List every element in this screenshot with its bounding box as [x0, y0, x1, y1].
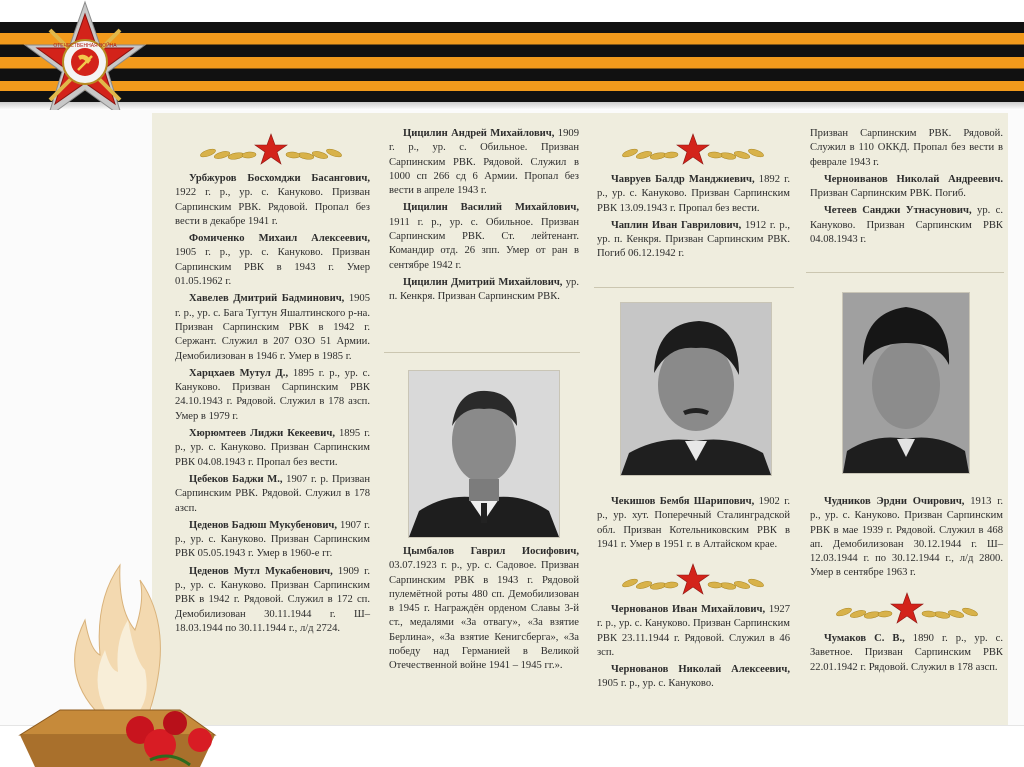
- bio-entry-name: Цымбалов Гаврил Иосифович,: [403, 546, 579, 557]
- bio-entry-name: Цицилин Василий Михайлович,: [403, 202, 579, 214]
- bio-entry-text: 1927 г. р., ур. с. Кануково. Призван Сарпинским РВК 23.11.1944 г. Рядовой. Служил в 46 зсп.: [597, 604, 791, 658]
- bio-entry-text: 1895 г. р., ур. с. Кануково. Призван Сарпинским РВК 04.08.1943 г. Пропал без вести.: [175, 428, 370, 468]
- bio-entry-name: Хавелев Дмитрий Бадминович,: [189, 293, 345, 305]
- bio-entry-text: 1895 г. р., ур. с. Кануково. Призван Сарпинским РВК 24.10.1943 г. Рядовой. Служил в 178 азсп. Умер в 1979 г.: [175, 367, 370, 422]
- bio-entry-name: Цеденов Бадюш Мукубенович,: [189, 519, 338, 531]
- bio-entry: [597, 495, 790, 552]
- text-column-2: [389, 127, 579, 308]
- bio-entry-text: 1909 г. р., ур. с. Кануково. Призван Сарпинским РВК в 1942 г. Рядовой. Служил в 172 сп. Демобилизован 30.11.1944 г. Ш–18.03.1944 по 30.11.1944 г., л/д 2724.: [175, 565, 370, 634]
- bio-entry: [175, 292, 370, 363]
- bio-entry: [597, 173, 790, 216]
- bio-entry-name: Хюрюмтеев Лиджи Кекеевич,: [189, 428, 335, 440]
- bio-entry-name: Черноиванов Николай Андреевич.: [824, 173, 1003, 185]
- text-column-4-middle: [810, 495, 1003, 584]
- separator: [594, 287, 794, 288]
- ribbon-shadow: [0, 102, 1024, 110]
- bio-entry-text: 1913 г. р., ур. с. Кануково. Призван Сарпинским РВК в мае 1939 г. Рядовой. Служил в 468 ап. Демобилизован 30.12.1944 г. Ш–12.03.1944 г. по 30.12.1944 г., л/д 2800. Умер в сентябре 1963 г.: [810, 496, 1003, 579]
- text-column-1: [175, 172, 370, 639]
- bio-entry-name: Чудников Эрдни Очирович,: [824, 496, 965, 507]
- bio-entry-text: 1905 г. р., ур. с. Бага Тугтун Яшалтинского р-на. Призван Сарпинским РВК в 1942 г. Сержант. Служил в 207 ОЗО 51 Армии. Демобилизован в 1946 г. Умер в 1985 г.: [175, 293, 371, 362]
- bio-entry: [597, 663, 790, 692]
- bio-entry-text: Призван Сарпинским РВК. Рядовой. Служил в 110 ОККД. Пропал без вести в феврале 1943 г.: [810, 128, 1003, 168]
- bio-entry-text: 03.07.1923 г. р., ур. с. Садовое. Призван Сарпинским РВК в 1943 г. Рядовой пулемётной роты 480 сп. Демобилизован в 1945 г. Награждён орденом Славы 3-й ст., медалями «За отвагу», «За взятие Берлина», «За взятие Кенигсберга», «За победу над Германией в Великой Отечественной войне 1941 – 1945 гг.».: [389, 560, 579, 672]
- bio-entry-name: Харцхаев Мутул Д.,: [189, 367, 289, 379]
- bio-entry-text: 1911 г. р., ур. с. Обильное. Призван Сарпинским РВК. Ст. лейтенант. Командир отд. 26 зпп. Умер от ран в сентябре 1942 г.: [389, 216, 579, 271]
- bio-entry: [597, 219, 790, 262]
- text-column-2-lower: [389, 545, 579, 677]
- star-laurel-ornament-icon: [196, 133, 346, 167]
- bio-entry-text: 1912 г. р., ур. п. Кенкря. Призван Сарпинским РВК. Погиб 06.12.1942 г.: [597, 219, 790, 260]
- bio-entry: [810, 127, 1003, 170]
- bio-entry: [597, 603, 790, 660]
- bio-entry-text: 1905 г. р., ур. с. Кануково. Призван Сарпинским РВК в 1943 г. Умер 01.05.1962 г.: [175, 247, 370, 288]
- bio-entry-name: Цицилин Андрей Михайлович,: [403, 128, 555, 139]
- bio-entry-name: Цицилин Дмитрий Михайлович,: [403, 276, 563, 288]
- bio-entry-text: 1902 г. р., ур. хут. Поперечный Сталинградской обл. Призван Котельниковским РВК в 1941 г. Умер в 1951 г. в Алтайском крае.: [597, 496, 790, 550]
- separator: [384, 352, 580, 353]
- bio-entry-name: Чернованов Иван Михайлович,: [611, 604, 766, 615]
- bio-entry: [389, 276, 579, 305]
- bio-entry-text: 1909 г. р., ур. с. Обильное. Призван Сарпинским РВК. Рядовой. Служил в 1000 сп 266 сд 6 Армии. Пропал без вести в апреле 1943 г.: [389, 128, 579, 197]
- star-laurel-ornament-icon: [618, 563, 768, 597]
- star-laurel-ornament-icon: [618, 133, 768, 167]
- bio-entry: [175, 565, 370, 636]
- st-george-ribbon: [0, 22, 1024, 102]
- bio-entry: [175, 367, 370, 424]
- text-column-3-middle: [597, 495, 790, 555]
- bio-entry-name: Урбжуров Босхомджи Басангович,: [189, 173, 370, 184]
- bio-entry: [175, 519, 370, 562]
- bio-entry-text: 1890 г. р., ур. с. Заветное. Призван Сарпинским РВК 22.01.1942 г. Рядовой. Служил в 178 азсп.: [810, 633, 1003, 673]
- bio-entry: [389, 545, 579, 674]
- bio-entry-name: Чекишов Бембя Шарипович,: [611, 496, 755, 507]
- portrait-photo-chekishov: [620, 302, 772, 476]
- bio-entry-name: Чернованов Николай Алексеевич,: [611, 664, 790, 676]
- bio-entry: [810, 632, 1003, 675]
- bio-entry-name: Чаплин Иван Гаврилович,: [611, 219, 742, 231]
- portrait-photo-tsymbalov: [408, 370, 560, 538]
- bio-entry-text: 1907 г. р., ур. с. Кануково. Призван Сарпинским РВК 05.05.1943 г. Умер в 1960-е гг.: [175, 519, 370, 560]
- text-column-3-lower: [597, 603, 790, 695]
- bio-entry-name: Чумаков С. В.,: [824, 633, 905, 644]
- bio-entry-text: 1907 г. р. Призван Сарпинским РВК. Рядовой. Служил в 178 азсп.: [175, 473, 370, 514]
- order-inscription: ОТЕЧЕСТВЕННАЯ ВОЙНА: [53, 43, 117, 49]
- bio-entry-name: Четеев Санджи Утнасунович,: [824, 205, 972, 217]
- bio-entry-text: Призван Сарпинским РВК. Погиб.: [810, 188, 966, 200]
- text-column-4-lower: [810, 632, 1003, 678]
- bio-entry: [389, 201, 579, 272]
- bio-entry-text: ур. п. Кенкря. Призван Сарпинским РВК.: [389, 276, 579, 303]
- bio-entry-name: Цеденов Мутл Мукабенович,: [189, 565, 333, 577]
- bio-entry-text: 1892 г. р., ур. с. Кануково. Призван Сарпинским РВК 13.09.1943 г. Пропал без вести.: [597, 174, 790, 214]
- bio-entry-text: ур. с. Кануково. Призван Сарпинским РВК 04.08.1943 г.: [810, 205, 1004, 246]
- bio-entry-name: Чавруев Балдр Манджиевич,: [611, 174, 755, 185]
- bio-entry: [810, 495, 1003, 581]
- bio-entry: [175, 232, 370, 289]
- bio-entry: [175, 172, 370, 229]
- bio-entry-text: 1905 г. р., ур. с. Кануково.: [597, 678, 714, 690]
- star-laurel-ornament-icon: [832, 592, 982, 626]
- portrait-photo-chudnikov: [842, 292, 970, 474]
- bio-entry-name: Фомиченко Михаил Алексеевич,: [189, 233, 370, 245]
- bio-entry-text: 1922 г. р., ур. с. Кануково. Призван Сарпинским РВК. Рядовой. Пропал без вести в декабре 1941 г.: [175, 187, 370, 227]
- bio-entry-name: Цебеков Баджи М.,: [189, 473, 283, 485]
- separator: [806, 272, 1004, 273]
- bio-entry: [810, 173, 1003, 202]
- bio-entry: [810, 204, 1003, 247]
- text-column-3: [597, 173, 790, 265]
- text-column-4: [810, 127, 1003, 250]
- bio-entry: [175, 473, 370, 516]
- bio-entry: [175, 427, 370, 470]
- bio-entry: [389, 127, 579, 198]
